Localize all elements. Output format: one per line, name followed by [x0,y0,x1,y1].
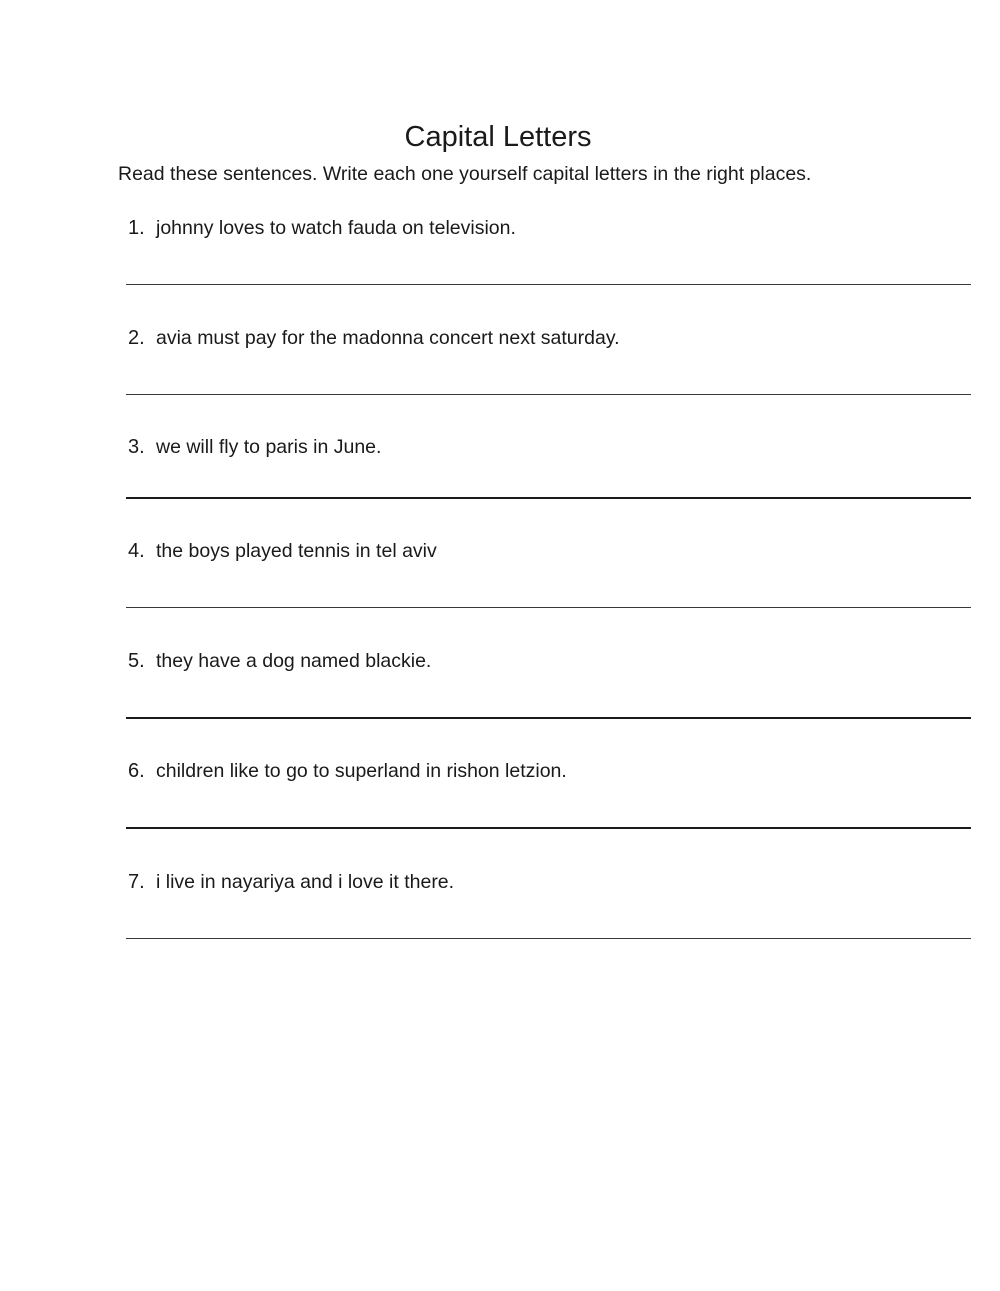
answer-line[interactable] [126,497,971,499]
answer-line[interactable] [126,284,971,285]
exercise-item [0,325,1000,435]
exercise-item [0,434,1000,544]
exercise-item [0,538,1000,648]
item-sentence: i live in nayariya and i love it there. [156,871,455,893]
answer-line[interactable] [126,717,971,719]
item-number: 2. [128,327,145,349]
exercise-item [0,648,1000,758]
item-number: 6. [128,760,145,782]
answer-line[interactable] [126,607,971,608]
answer-line[interactable] [126,394,971,395]
item-sentence: children like to go to superland in rishon letzion. [156,760,567,782]
exercise-item [0,215,1000,325]
item-sentence: they have a dog named blackie. [156,650,432,672]
page-title: Capital Letters [404,121,592,153]
exercise-item [0,758,1000,868]
answer-line[interactable] [126,827,971,829]
item-number: 1. [128,217,145,239]
item-sentence: avia must pay for the madonna concert next saturday. [156,327,620,349]
answer-line[interactable] [126,938,971,939]
item-number: 4. [128,540,145,562]
item-sentence: we will fly to paris in June. [156,436,382,458]
item-sentence: johnny loves to watch fauda on television. [156,217,516,239]
item-sentence: the boys played tennis in tel aviv [156,540,437,562]
exercise-item [0,869,1000,979]
item-number: 7. [128,871,145,893]
item-number: 3. [128,436,145,458]
item-number: 5. [128,650,145,672]
instructions-text: Read these sentences. Write each one yourself capital letters in the right places. [118,163,812,185]
